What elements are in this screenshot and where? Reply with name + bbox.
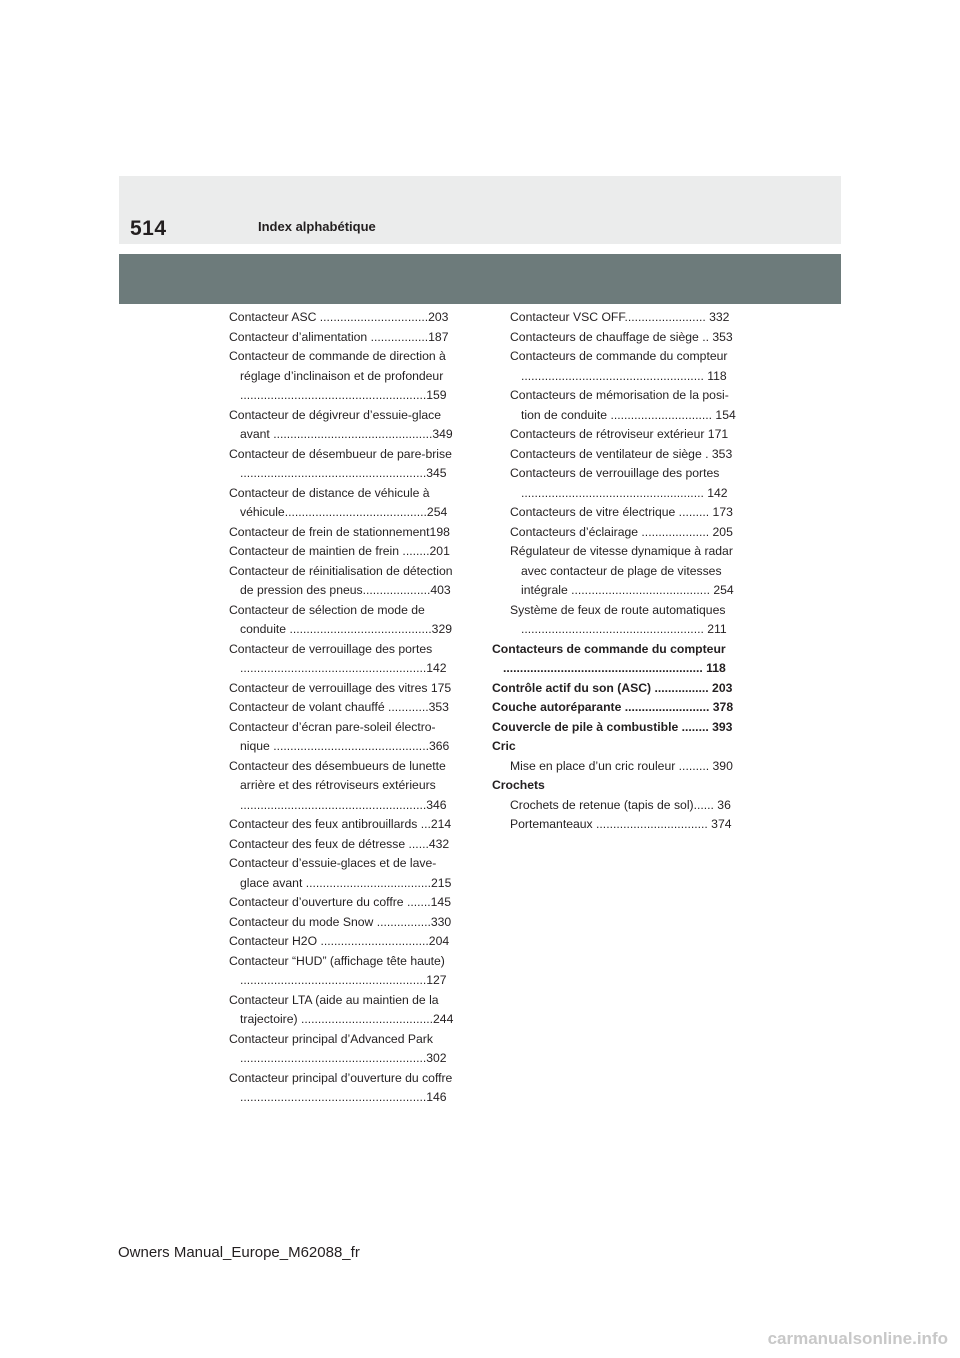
index-subline: .......................................................159 bbox=[240, 388, 447, 402]
index-entry: Contacteurs de commande du compteur bbox=[510, 349, 728, 363]
index-entry: Portemanteaux ................................. 374 bbox=[510, 817, 732, 831]
index-entry: Contacteur des feux antibrouillards ...214 bbox=[229, 817, 452, 831]
index-entry: Contacteur de distance de véhicule à bbox=[229, 485, 430, 500]
index-entry: Contacteur d’essuie-glaces et de lave- bbox=[229, 856, 437, 870]
index-heading: Contacteurs de commande du compteur bbox=[492, 641, 726, 656]
index-subline: arrière et des rétroviseurs extérieurs bbox=[240, 778, 436, 792]
footer-manual-id: Owners Manual_Europe_M62088_fr bbox=[118, 1244, 360, 1261]
title-band bbox=[119, 254, 841, 304]
index-entry: Contacteur ASC ................................203 bbox=[229, 310, 449, 324]
index-entry: Contacteur de commande de direction à bbox=[229, 349, 446, 363]
index-entry: Contacteur du mode Snow ................330 bbox=[229, 914, 452, 929]
section-title: Index alphabétique bbox=[258, 219, 376, 234]
index-entry: Contacteur VSC OFF........................ 332 bbox=[510, 310, 730, 324]
header-band bbox=[119, 176, 841, 244]
index-entry: Contacteur H2O ................................204 bbox=[229, 934, 450, 948]
index-entry: Contacteur de verrouillage des vitres 175 bbox=[229, 680, 452, 695]
index-entry: Contacteur de volant chauffé ............353 bbox=[229, 700, 449, 714]
index-column-right bbox=[492, 308, 743, 835]
index-entry: Contacteurs de chauffage de siège .. 353 bbox=[510, 329, 733, 344]
index-subline: de pression des pneus....................403 bbox=[240, 583, 451, 597]
index-subline: avant ...............................................349 bbox=[240, 427, 453, 441]
index-subline: réglage d’inclinaison et de profondeur bbox=[240, 368, 444, 383]
watermark: carmanualsonline.info bbox=[767, 1329, 948, 1348]
index-subline: trajectoire) .......................................244 bbox=[240, 1012, 454, 1026]
index-entry: Contacteur des feux de détresse ......432 bbox=[229, 836, 450, 851]
index-subline: .......................................................142 bbox=[240, 661, 447, 675]
index-entry: Régulateur de vitesse dynamique à radar bbox=[510, 544, 733, 558]
index-entry: Contacteur de dégivreur d’essuie-glace bbox=[229, 407, 442, 422]
index-entry: Contacteurs de verrouillage des portes bbox=[510, 466, 720, 480]
index-entry: Mise en place d’un cric rouleur ......... 390 bbox=[510, 758, 733, 773]
index-heading: Contrôle actif du son (ASC) ................ 203 bbox=[492, 680, 733, 695]
index-subline: conduite ..........................................329 bbox=[240, 622, 453, 636]
index-subline: .......................................................302 bbox=[240, 1051, 447, 1065]
index-entry: Contacteur principal d’Advanced Park bbox=[229, 1031, 433, 1046]
index-subline: .......................................................127 bbox=[240, 973, 447, 987]
index-heading: Cric bbox=[492, 739, 516, 753]
index-entry: Contacteur de sélection de mode de bbox=[229, 602, 425, 617]
index-entry: Contacteurs de mémorisation de la posi- bbox=[510, 388, 729, 402]
index-subline: intégrale ......................................... 254 bbox=[521, 583, 734, 597]
index-subline: .......................................................146 bbox=[240, 1090, 447, 1104]
index-heading: Crochets bbox=[492, 778, 545, 792]
index-subline: avec contacteur de plage de vitesses bbox=[521, 563, 722, 578]
index-column-left bbox=[229, 308, 462, 1108]
index-entry: Contacteur d’écran pare-soleil électro- bbox=[229, 719, 436, 734]
index-entry: Contacteur LTA (aide au maintien de la bbox=[229, 992, 439, 1007]
index-subline: .......................................................345 bbox=[240, 466, 447, 480]
index-heading: Couvercle de pile à combustible ........ 393 bbox=[492, 719, 733, 734]
index-subline: ...................................................... 142 bbox=[521, 485, 728, 500]
index-subline: .......................................................346 bbox=[240, 797, 447, 812]
index-entry: Contacteur d’ouverture du coffre .......145 bbox=[229, 895, 451, 909]
index-entry: Contacteur de frein de stationnement198 bbox=[229, 524, 450, 539]
index-entry: Contacteur de réinitialisation de détection bbox=[229, 563, 453, 578]
index-heading: Couche autoréparante ......................... 378 bbox=[492, 700, 734, 714]
index-entry: Contacteur de verrouillage des portes bbox=[229, 641, 433, 656]
index-entry: Contacteur des désembueurs de lunette bbox=[229, 758, 446, 773]
index-subline: ...................................................... 211 bbox=[521, 622, 727, 636]
index-subline: véhicule..........................................254 bbox=[240, 505, 448, 519]
index-subline: ...................................................... 118 bbox=[521, 368, 727, 383]
index-entry: Contacteurs de ventilateur de siège . 353 bbox=[510, 446, 733, 461]
index-entry: Contacteur “HUD” (affichage tête haute) bbox=[229, 953, 445, 968]
index-entry: Contacteurs de rétroviseur extérieur 171 bbox=[510, 427, 729, 441]
index-entry: Contacteurs de vitre électrique ......... 173 bbox=[510, 505, 733, 519]
page-number: 514 bbox=[130, 217, 167, 240]
index-entry: Contacteur principal d’ouverture du coffre bbox=[229, 1070, 453, 1085]
index-entry: Contacteur de désembueur de pare-brise bbox=[229, 446, 452, 461]
index-entry: Contacteur d’alimentation .................187 bbox=[229, 329, 449, 344]
index-subline: tion de conduite .............................. 154 bbox=[521, 407, 736, 422]
index-subline: nique ..............................................366 bbox=[240, 739, 450, 753]
index-entry: Contacteur de maintien de frein ........201 bbox=[229, 544, 450, 558]
index-entry: Système de feux de route automatiques bbox=[510, 602, 726, 617]
index-subline: ........................................................... 118 bbox=[503, 661, 726, 675]
index-entry: Crochets de retenue (tapis de sol)...... 36 bbox=[510, 797, 731, 812]
index-entry: Contacteurs d’éclairage .................... 205 bbox=[510, 524, 733, 539]
index-subline: glace avant .....................................215 bbox=[240, 875, 452, 890]
